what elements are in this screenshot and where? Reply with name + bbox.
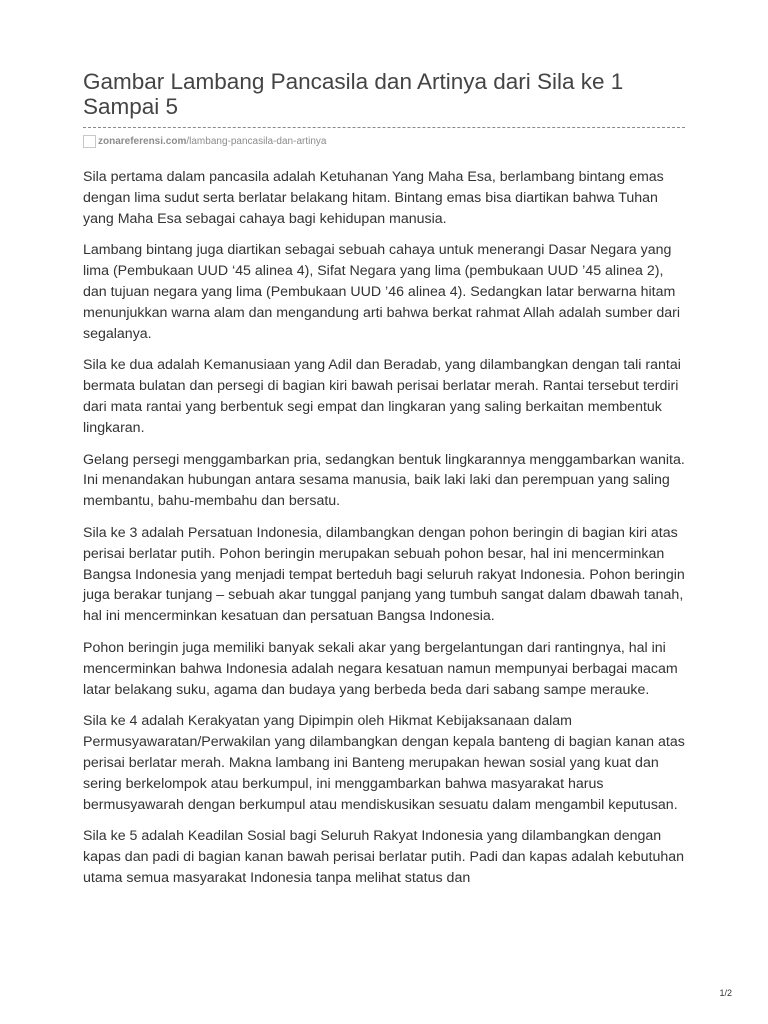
paragraph: Sila ke 5 adalah Keadilan Sosial bagi Seluruh Rakyat Indonesia yang dilambangkan dengan kapas dan padi di bagian kanan bawah perisai berlatar putih. Padi dan kapas adalah kebutuhan utama semua masyarakat Indonesia tanpa melihat status dan [83,828,685,886]
paragraph: Sila pertama dalam pancasila adalah Ketuhanan Yang Maha Esa, berlambang bintang emas dengan lima sudut serta berlatar belakang hitam. Bintang emas bisa diartikan bahwa Tuhan yang Maha Esa sebagai cahaya bagi kehidupan manusia. [83,169,664,227]
source-domain[interactable]: zonareferensi.com [98,135,187,147]
paragraph: Gelang persegi menggambarkan pria, sedangkan bentuk lingkarannya menggambarkan wanita. Ini menandakan hubungan antara sesama manusia, baik laki laki dan perempuan yang saling membantu, bahu-membahu dan bersatu. [83,451,685,510]
article-body [83,167,685,900]
source-path[interactable]: /lambang-pancasila-dan-artinya [186,135,327,147]
paragraph: Sila ke 3 adalah Persatuan Indonesia, dilambangkan dengan pohon beringin di bagian kiri atas perisai berlatar putih. Pohon beringin merupakan sebuah pohon besar, hal ini mencerminkan Bangsa Indonesia yang menjadi tempat berteduh bagi seluruh rakyat Indonesia. Pohon beringin juga berakar tunjang – sebuah akar tunggal panjang yang tumbuh sangat dalam dbawah tanah, hal ini mencerminkan kesatuan dan persatuan Bangsa Indonesia. [83,524,685,625]
favicon-icon [83,135,96,148]
paragraph: Lambang bintang juga diartikan sebagai sebuah cahaya untuk menerangi Dasar Negara yang lima (Pembukaan UUD ‘45 alinea 4), Sifat Negara yang lima (pembukaan UUD ’45 alinea 2), dan tujuan negara yang lima (Pembukaan UUD ’46 alinea 4). Sedangkan latar berwarna hitam menunjukkan warna alam dan mengandung arti bahwa berkat rahmat Allah adalah sumber dari segalanya. [83,242,681,342]
paragraph: Sila ke 4 adalah Kerakyatan yang Dipimpin oleh Hikmat Kebijaksanaan dalam Permusyawaratan/Perwakilan yang dilambangkan dengan kepala banteng di bagian kanan atas perisai berlatar merah. Makna lambang ini Banteng merupakan hewan sosial yang kuat dan sering berkelompok atau berkumpul, ini menggambarkan bahwa masyarakat harus bermusyawarah dengan berkumpul atau mendiskusikan sesuatu dalam mengambil keputusan. [83,713,685,813]
source-link[interactable] [83,133,326,149]
page-title: Gambar Lambang Pancasila dan Artinya dari Sila ke 1 Sampai 5 [83,69,624,119]
paragraph: Pohon beringin juga memiliki banyak sekali akar yang bergelantungan dari rantingnya, hal ini mencerminkan bahwa Indonesia adalah negara kesatuan namun mempunyai berbagai macam latar belakang suku, agama dan budaya yang berbeda beda dari sabang sampe merauke. [83,639,678,698]
dashed-divider [83,127,685,128]
paragraph: Sila ke dua adalah Kemanusiaan yang Adil dan Beradab, yang dilambangkan dengan tali rantai bermata bulatan dan persegi di bagian kiri bawah perisai berlatar merah. Rantai tersebut terdiri dari mata rantai yang berbentuk segi empat dan lingkaran yang saling berkaitan membentuk lingkaran. [83,357,681,436]
page-number: 1/2 [719,988,732,998]
